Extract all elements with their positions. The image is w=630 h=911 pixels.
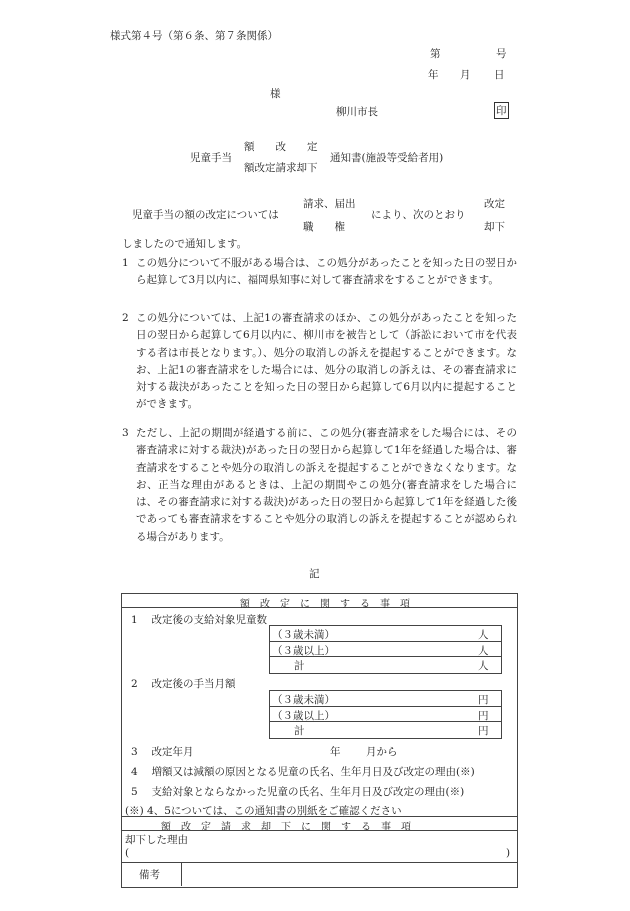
- item-5: 5 支給対象とならなかった児童の氏名、生年月日及び改定の理由(※): [131, 786, 465, 798]
- intro-prefix: 児童手当の額の改定については: [132, 209, 279, 221]
- note-text: この処分については、上記1の審査請求のほか、この処分があったことを知った日の翌日から起算して6月以内に、柳川市を被告として（訴訟において市を代表する者は市長となります。）、処分の取消しの訴えを提起することができます。なお、上記1の審査請求をした場合には、処分の取消しの訴えは、その審査請求に対する裁決があったことを知った日の翌日から起算して6月以内に提起することができます。: [136, 312, 517, 411]
- reason-label: 却下した理由: [125, 834, 188, 846]
- item-3-year: 年: [330, 746, 341, 758]
- count-total-unit: 人: [478, 660, 489, 672]
- section2-top-rule: [121, 816, 517, 817]
- title-option-top: 額 改 定: [244, 141, 318, 153]
- amount-total-unit: 円: [478, 725, 489, 737]
- note-text: この処分について不服がある場合は、この処分があったことを知った日の翌日から起算して3月以内に、福岡県知事に対して審査請求をすることができます。: [136, 257, 517, 287]
- note-number: 2: [122, 312, 129, 324]
- count-under3-label: （３歳未満）: [272, 629, 335, 641]
- item-note: (※) 4、5については、この通知書の別紙をご確認ください: [125, 805, 402, 817]
- count-over3-unit: 人: [478, 645, 489, 657]
- doc-number-dai: 第: [430, 48, 441, 60]
- intro-option-bottom: 職 権: [303, 221, 345, 233]
- doc-number-go: 号: [496, 48, 507, 60]
- amount-under3-label: （３歳未満）: [272, 694, 335, 706]
- title-left: 児童手当: [190, 152, 232, 164]
- reason-paren-open: (: [125, 847, 130, 859]
- note-3: [122, 425, 517, 546]
- amount-under3-unit: 円: [478, 694, 489, 706]
- note-1: [122, 255, 517, 290]
- remarks-divider: [181, 862, 182, 886]
- item-3: 3 改定年月: [131, 746, 194, 758]
- ki-heading: 記: [309, 568, 320, 580]
- count-total-label: 計: [294, 660, 305, 672]
- seal-stamp: 印: [494, 102, 509, 119]
- intro-end-bottom: 却下: [484, 221, 505, 233]
- title-right: 通知書(施設等受給者用): [330, 152, 444, 164]
- title-option-bottom: 額改定請求却下: [244, 162, 318, 174]
- date-year: 年: [428, 69, 439, 81]
- count-under3-unit: 人: [478, 629, 489, 641]
- note-number: 3: [122, 427, 129, 439]
- section2-heading-rule: [121, 830, 517, 831]
- remarks-label: 備考: [139, 869, 160, 881]
- note-2: [122, 310, 517, 414]
- intro-line2: しましたので通知します。: [122, 238, 248, 250]
- amount-over3-unit: 円: [478, 710, 489, 722]
- item-4: 4 増額又は減額の原因となる児童の氏名、生年月日及び改定の理由(※): [131, 766, 475, 778]
- amount-over3-label: （３歳以上）: [272, 710, 335, 722]
- intro-suffix: により、次のとおり: [371, 209, 466, 221]
- date-month: 月: [460, 69, 471, 81]
- intro-end-top: 改定: [484, 198, 505, 210]
- form-number: 様式第４号（第６条、第７条関係）: [110, 30, 278, 42]
- intro-option-top: 請求、届出: [303, 198, 356, 210]
- issuer-mayor: 柳川市長: [336, 106, 378, 118]
- count-over3-label: （３歳以上）: [272, 645, 335, 657]
- section2-heading: 額 改 定 請 求 却 下 に 関 す る 事 項: [161, 822, 411, 833]
- item-2: 2 改定後の手当月額: [131, 678, 236, 690]
- amount-total-label: 計: [294, 725, 305, 737]
- date-day: 日: [494, 69, 505, 81]
- reason-paren-close: ): [506, 847, 511, 859]
- note-number: 1: [122, 257, 129, 269]
- note-text: ただし、上記の期間が経過する前に、この処分(審査請求をした場合には、その審査請求に対する裁決)があった日の翌日から起算して1年を経過した場合は、審査請求をすることや処分の取消しの訴えを提起することができなくなります。なお、正当な理由があるときは、上記の期間やこの処分(審査請求をした場合には、その審査請求に対する裁決)があった日の翌日から起算して1年を経過した後であっても審査請求をすることや処分の取消しの訴えを提起することが認められる場合があります。: [136, 427, 517, 543]
- item-3-month: 月から: [366, 746, 398, 758]
- recipient-sama: 様: [270, 88, 281, 100]
- item-1: 1 改定後の支給対象児童数: [131, 614, 268, 626]
